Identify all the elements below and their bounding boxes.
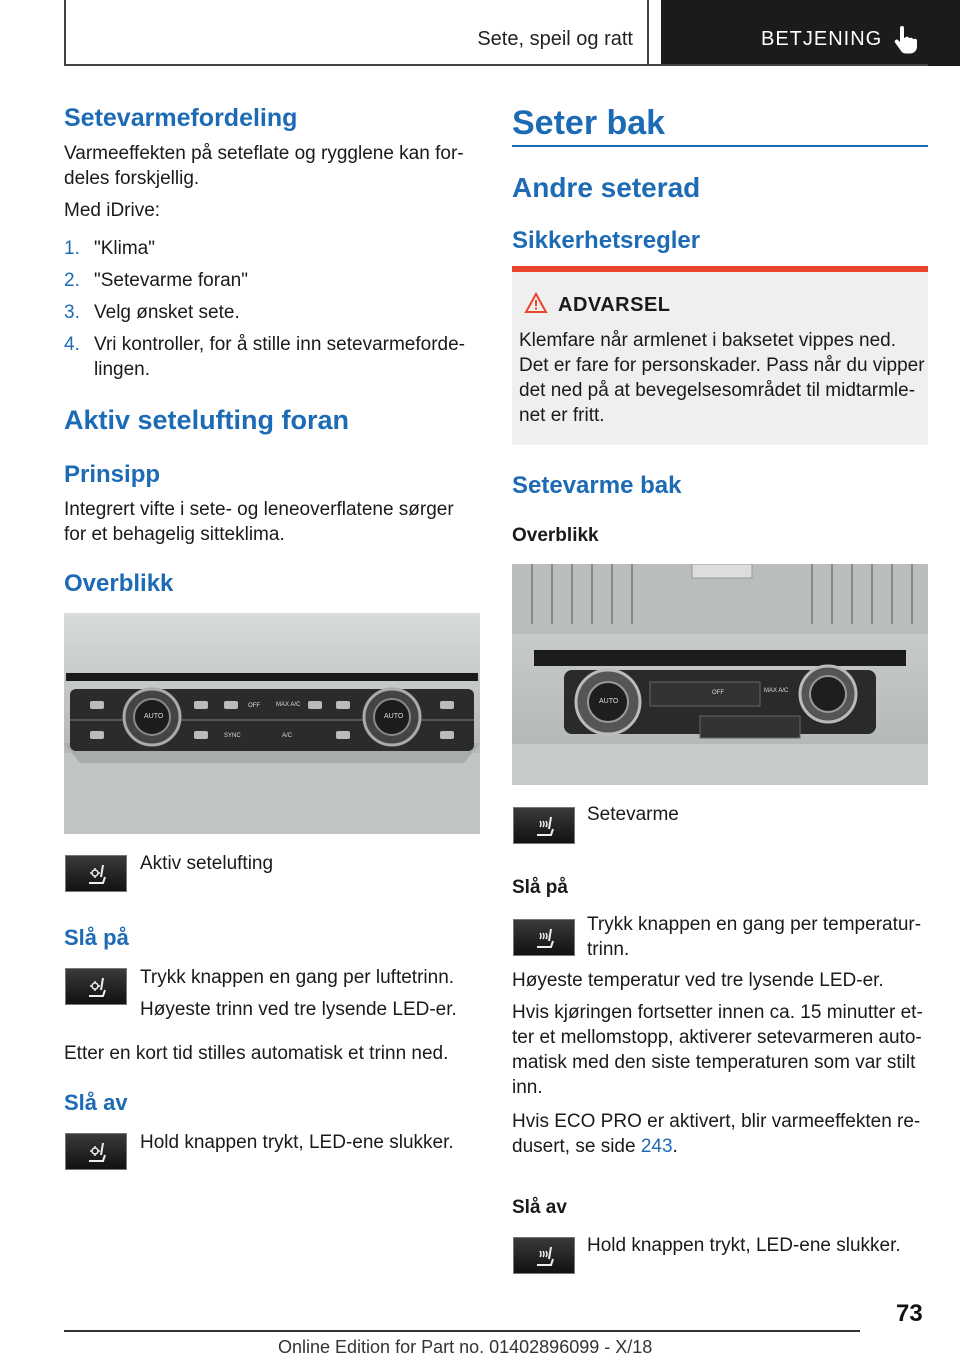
header-section-tab: [64, 0, 649, 64]
rear-climate-panel-photo: [512, 564, 928, 785]
seat-heating-icon: [534, 815, 556, 837]
seat-ventilation-icon: [86, 976, 108, 998]
heading-safety: Sikkerhetsregler: [512, 227, 701, 254]
list-item-number: 2.: [64, 270, 80, 291]
warning-box: [512, 266, 928, 445]
panel-label: OFF: [712, 690, 724, 696]
text-switch-off-front: Hold knappen trykt, LED-ene slukker.: [140, 1132, 454, 1153]
list-item-number: 4.: [64, 334, 80, 355]
text-switch-on-front: Trykk knappen en gang per luftetrinn.: [140, 967, 455, 988]
footer-edition: Online Edition for Part no. 01402896099 - X/18: [278, 1337, 653, 1357]
warning-title: ADVARSEL: [558, 294, 671, 316]
text-distribution-line2: deles forskjellig.: [64, 168, 200, 189]
caption-active-ventilation: Aktiv setelufting: [140, 853, 274, 874]
panel-label: OFF: [248, 703, 260, 709]
list-item: Velg ønsket sete.: [94, 302, 240, 323]
list-item: "Setevarme foran": [94, 270, 248, 291]
text-stop-line: Hvis kjøringen fortsetter innen ca. 15 minutter et-: [512, 1002, 923, 1023]
text-auto-step-down: Etter en kort tid stilles automatisk et trinn ned.: [64, 1043, 449, 1064]
panel-label: AUTO: [144, 713, 164, 720]
heading-switch-off-rear: Slå av: [512, 1197, 567, 1218]
heading-switch-on-rear: Slå på: [512, 877, 568, 898]
list-item: "Klima": [94, 238, 155, 259]
text-idrive: Med iDrive:: [64, 200, 161, 221]
seat-ventilation-button-image: [65, 1133, 127, 1170]
heading-switch-off-front: Slå av: [64, 1090, 128, 1115]
list-item-continued: lingen.: [94, 359, 150, 380]
text-switch-on-rear-line2: trinn.: [587, 939, 630, 960]
caption-seat-heating: Setevarme: [587, 804, 679, 825]
page-number: 73: [896, 1300, 923, 1327]
panel-label: SYNC: [224, 733, 241, 739]
warning-line: det ned på at bevegelsesområdet til midtarmle-: [519, 380, 916, 401]
seat-heating-button-image: [513, 807, 575, 844]
heading-overview-rear: Overblikk: [512, 525, 599, 546]
heading-rear-seat-heating: Setevarme bak: [512, 472, 682, 499]
heading-active-ventilation: Aktiv setelufting foran: [64, 405, 350, 435]
list-item-number: 1.: [64, 238, 80, 259]
warning-triangle-icon: [524, 292, 548, 314]
header-rule: [64, 64, 928, 66]
panel-label: MAX A/C: [764, 688, 789, 694]
text-led-front: Høyeste trinn ved tre lysende LED-er.: [140, 999, 457, 1020]
warning-bar: [512, 266, 928, 272]
seat-heating-icon: [534, 1245, 556, 1267]
seat-heating-button-image: [513, 1237, 575, 1274]
heading-seat-heat-distribution: Setevarmefordeling: [64, 104, 298, 132]
panel-label: AUTO: [384, 713, 404, 720]
page-link-243[interactable]: 243: [640, 1136, 673, 1157]
front-climate-panel-photo: [64, 613, 480, 834]
seat-heating-button-image: [513, 919, 575, 956]
text-eco-suffix: .: [672, 1136, 678, 1157]
text-eco-line1: Hvis ECO PRO er aktivert, blir varmeeffekten re-: [512, 1111, 921, 1132]
heading-switch-on-front: Slå på: [64, 925, 129, 950]
seat-ventilation-icon: [86, 863, 108, 885]
text-switch-off-rear: Hold knappen trykt, LED-ene slukker.: [587, 1235, 901, 1256]
text-stop-line: inn.: [512, 1077, 543, 1098]
text-eco-prefix: dusert, se side: [512, 1136, 641, 1157]
panel-label: A/C: [282, 733, 293, 739]
seat-ventilation-button-image: [65, 855, 127, 892]
list-item: Vri kontroller, for å stille inn setevarmeforde-: [94, 334, 466, 355]
text-principle-line2: for et behagelig sitteklima.: [64, 524, 285, 545]
seat-ventilation-icon: [86, 1141, 108, 1163]
header-chapter-title: BETJENING: [761, 28, 883, 50]
warning-line: net er fritt.: [519, 405, 605, 426]
warning-line: Det er fare for personskader. Pass når du vipper: [519, 355, 925, 376]
heading-second-row: Andre seterad: [512, 172, 701, 203]
warning-line: Klemfare når armlenet i baksetet vippes ned.: [519, 330, 897, 351]
heading-overview-front: Overblikk: [64, 570, 174, 597]
text-led-rear: Høyeste temperatur ved tre lysende LED-er.: [512, 970, 884, 991]
heading-rear-seats: Seter bak: [512, 104, 666, 142]
heading-rule: [512, 145, 928, 147]
seat-ventilation-button-image: [65, 968, 127, 1005]
text-eco-line2: [512, 1134, 678, 1159]
text-switch-on-rear-line1: Trykk knappen en gang per temperatur-: [587, 914, 922, 935]
header-section-title: Sete, speil og ratt: [477, 28, 633, 50]
text-principle-line1: Integrert vifte i sete- og leneoverflatene sørger: [64, 499, 454, 520]
seat-heating-icon: [534, 927, 556, 949]
list-item-number: 3.: [64, 302, 80, 323]
text-distribution-line1: Varmeeffekten på seteflate og rygglene kan for-: [64, 143, 464, 164]
panel-label: MAX A/C: [276, 702, 301, 708]
text-stop-line: matisk med den siste temperaturen som var stilt: [512, 1052, 916, 1073]
text-stop-line: ter et mellomstopp, aktiverer setevarmeren auto-: [512, 1027, 922, 1048]
panel-label: AUTO: [599, 698, 619, 705]
hand-pointer-icon: [892, 26, 918, 54]
footer-rule: [64, 1330, 860, 1332]
heading-principle: Prinsipp: [64, 461, 161, 488]
